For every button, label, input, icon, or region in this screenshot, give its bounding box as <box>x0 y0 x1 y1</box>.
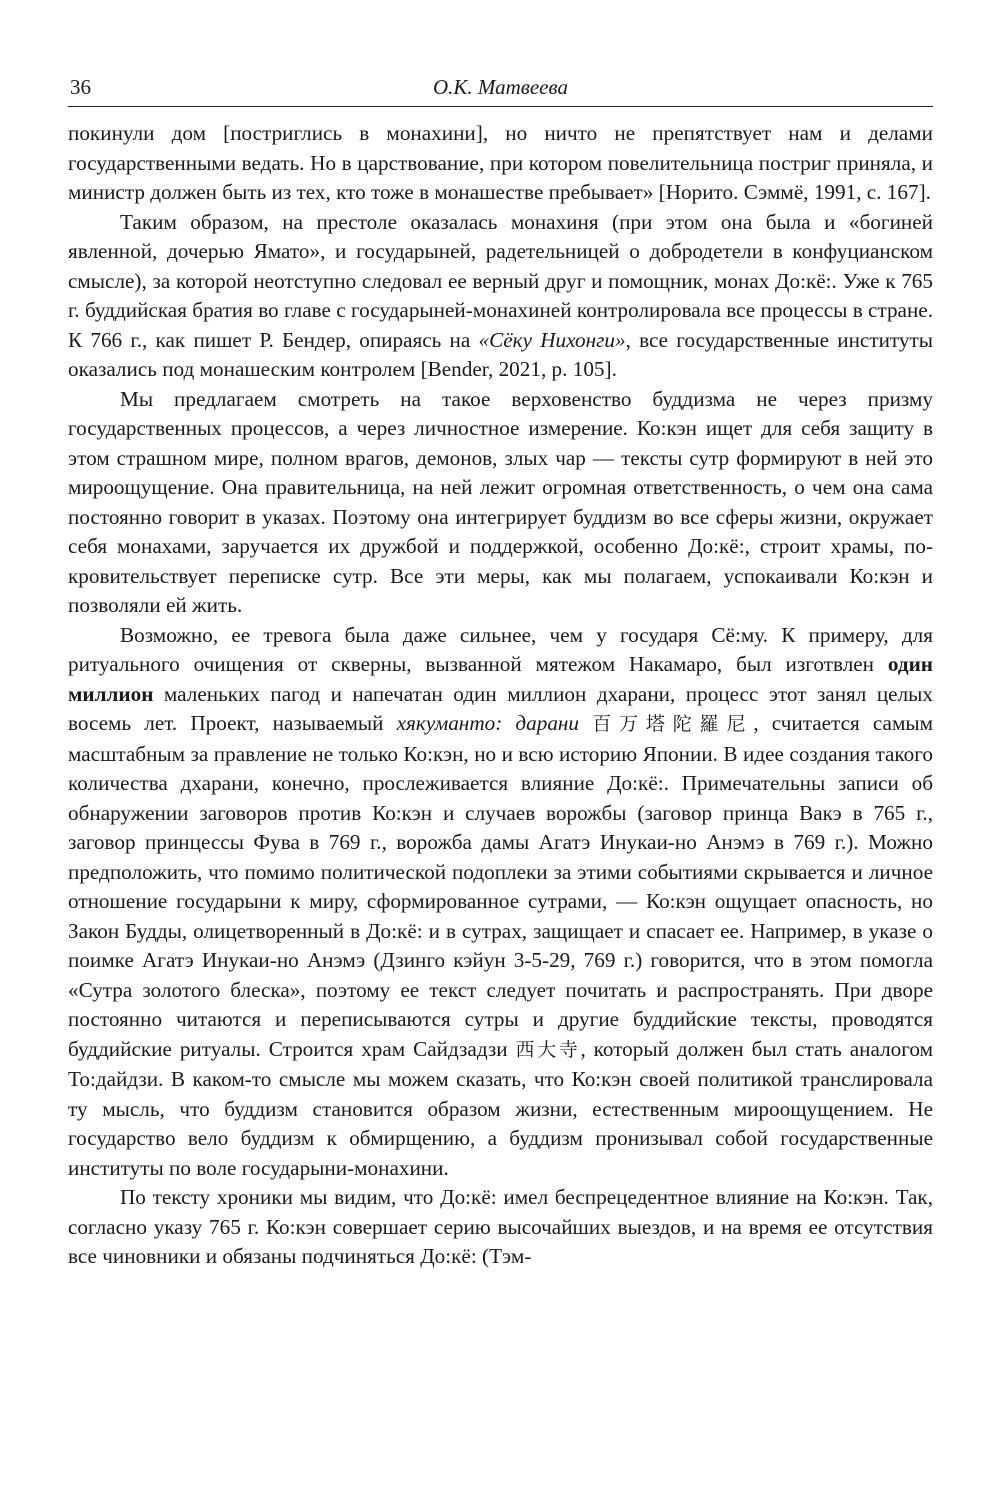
paragraph-4 <box>68 621 933 1184</box>
paragraph-1-text: покинули дом [постриглись в монахини], но ничто не препятствует нам и делами государственными ведать. Но в царствование, при котором повелительница постриг приняла, и министр должен быть из тех, кто тоже в монашестве пребывает» [Норито. Сэммё, 1991, с. 167]. <box>68 121 933 204</box>
paragraph-2-text-b: , все государственные институты оказались под монашеским контролем [Bender, 2021, p. 105]. <box>68 327 933 381</box>
paragraph-4-text-b: маленьких пагод и напечатан один миллион дхарани, процесс этот занял целых восемь лет. Проект, называемый <box>68 681 933 735</box>
saidaiji-kanji: 西大寺 <box>515 1038 581 1061</box>
one-million-emphasis: один миллион <box>68 652 933 706</box>
paragraph-4-text-d: , который должен был стать аналогом То:дайдзи. В каком-то смысле мы можем сказать, что Ко:кэн своей политикой транслировала ту мысль, что буддизм становится образом жизни, естественным мироощущением. Не государство вело буддизм к обмирщению, а буддизм пронизывал собой государственные институты по воле государыни-монахини. <box>68 1036 933 1180</box>
paragraph-3-text: Мы предлагаем смотреть на такое верховенство буддизма не через призму государственных процессов, а через личностное измерение. Ко:кэн ищет для себя защиту в этом страшном мире, полном врагов, демонов, злых чар — тексты сутр формируют в ней это мироощущение. Она правительница, на ней лежит огромная ответственность, о чем она сама постоянно говорит в указах. Поэтому она интегрирует буддизм во все сферы жизни, окружает себя монахами, заручается их дружбой и поддержкой, особенно До:кё:, строит храмы, покровительствует переписке сутр. Все эти меры, как мы полагаем, успокаивали Ко:кэн и позволяли ей жить. <box>68 386 933 617</box>
paragraph-3 <box>68 385 933 621</box>
author-running-title: О.К. Матвеева <box>433 75 568 99</box>
running-header <box>68 70 933 107</box>
hyakumanto-darani-kanji: 百万塔陀羅尼 <box>592 713 754 735</box>
paragraph-4-text-a: Возможно, ее тревога была даже сильнее, чем у государя Сё:му. К примеру, для ритуального очищения от скверны, вызванной мятежом Накамаро, был изготвлен <box>68 622 933 676</box>
hyakumanto-darani-term: хякуманто: дарани <box>396 711 580 735</box>
paragraph-5-text: По тексту хроники мы видим, что До:кё: имел беспрецедентное влияние на Ко:кэн. Так, согласно указу 765 г. Ко:кэн совершает серию высочайших выездов, и на время ее отсутствия все чиновники и обязаны подчиняться До:кё: (Тэм- <box>68 1185 933 1268</box>
sekunihongi-title: «Сёку Нихонги» <box>478 327 626 352</box>
page-number: 36 <box>70 75 91 99</box>
paragraph-2-text-a: Таким образом, на престоле оказалась монахиня (при этом она была и «богиней явленной, дочерью Ямато», и государыней, радетельницей о добродетели в конфуцианском смысле), за которой неотступно следовал ее верный друг и помощник, монах До:кё:. Уже к 765 г. буддийская братия во главе с государыней-монахиней контролировала все процессы в стране. К 766 г., как пишет Р. Бендер, опираясь на <box>68 209 933 352</box>
main-text <box>68 119 933 1272</box>
paragraph-2 <box>68 208 933 385</box>
paragraph-1 <box>68 119 933 208</box>
paragraph-4-text-c: , считается самым масштабным за правление не только Ко:кэн, но и всю историю Японии. В идее создания такого количества дхарани, конечно, прослеживается влияние До:кё:. Примечательны записи об обнаружении заговоров против Ко:кэн и случаев ворожбы (заговор принца Вакэ в 765 г., заговор принцессы Фува в 769 г., ворожба дамы Агатэ Инукаи-но Анэмэ в 769 г.). Можно предположить, что помимо политической подоплеки за этими событиями скрывается и личное отношение государыни к миру, сформированное сутрами, — Ко:кэн ощущает опасность, но Закон Будды, олицетворенный в До:кё: и в сутрах, защищает и спасает ее. Например, в указе о поимке Агатэ Инукаи-но Анэмэ (Дзинго кэйун 3-5-29, 769 г.) говорится, что в этом помогла «Сутра золотого блеска», поэтому ее текст следует почитать и распространять. При дворе постоянно читаются и переписываются сутры и другие буддийские тексты, проводятся буддийские ритуалы. Строится храм Сайдзадзи <box>68 711 933 1061</box>
paragraph-5 <box>68 1183 933 1272</box>
